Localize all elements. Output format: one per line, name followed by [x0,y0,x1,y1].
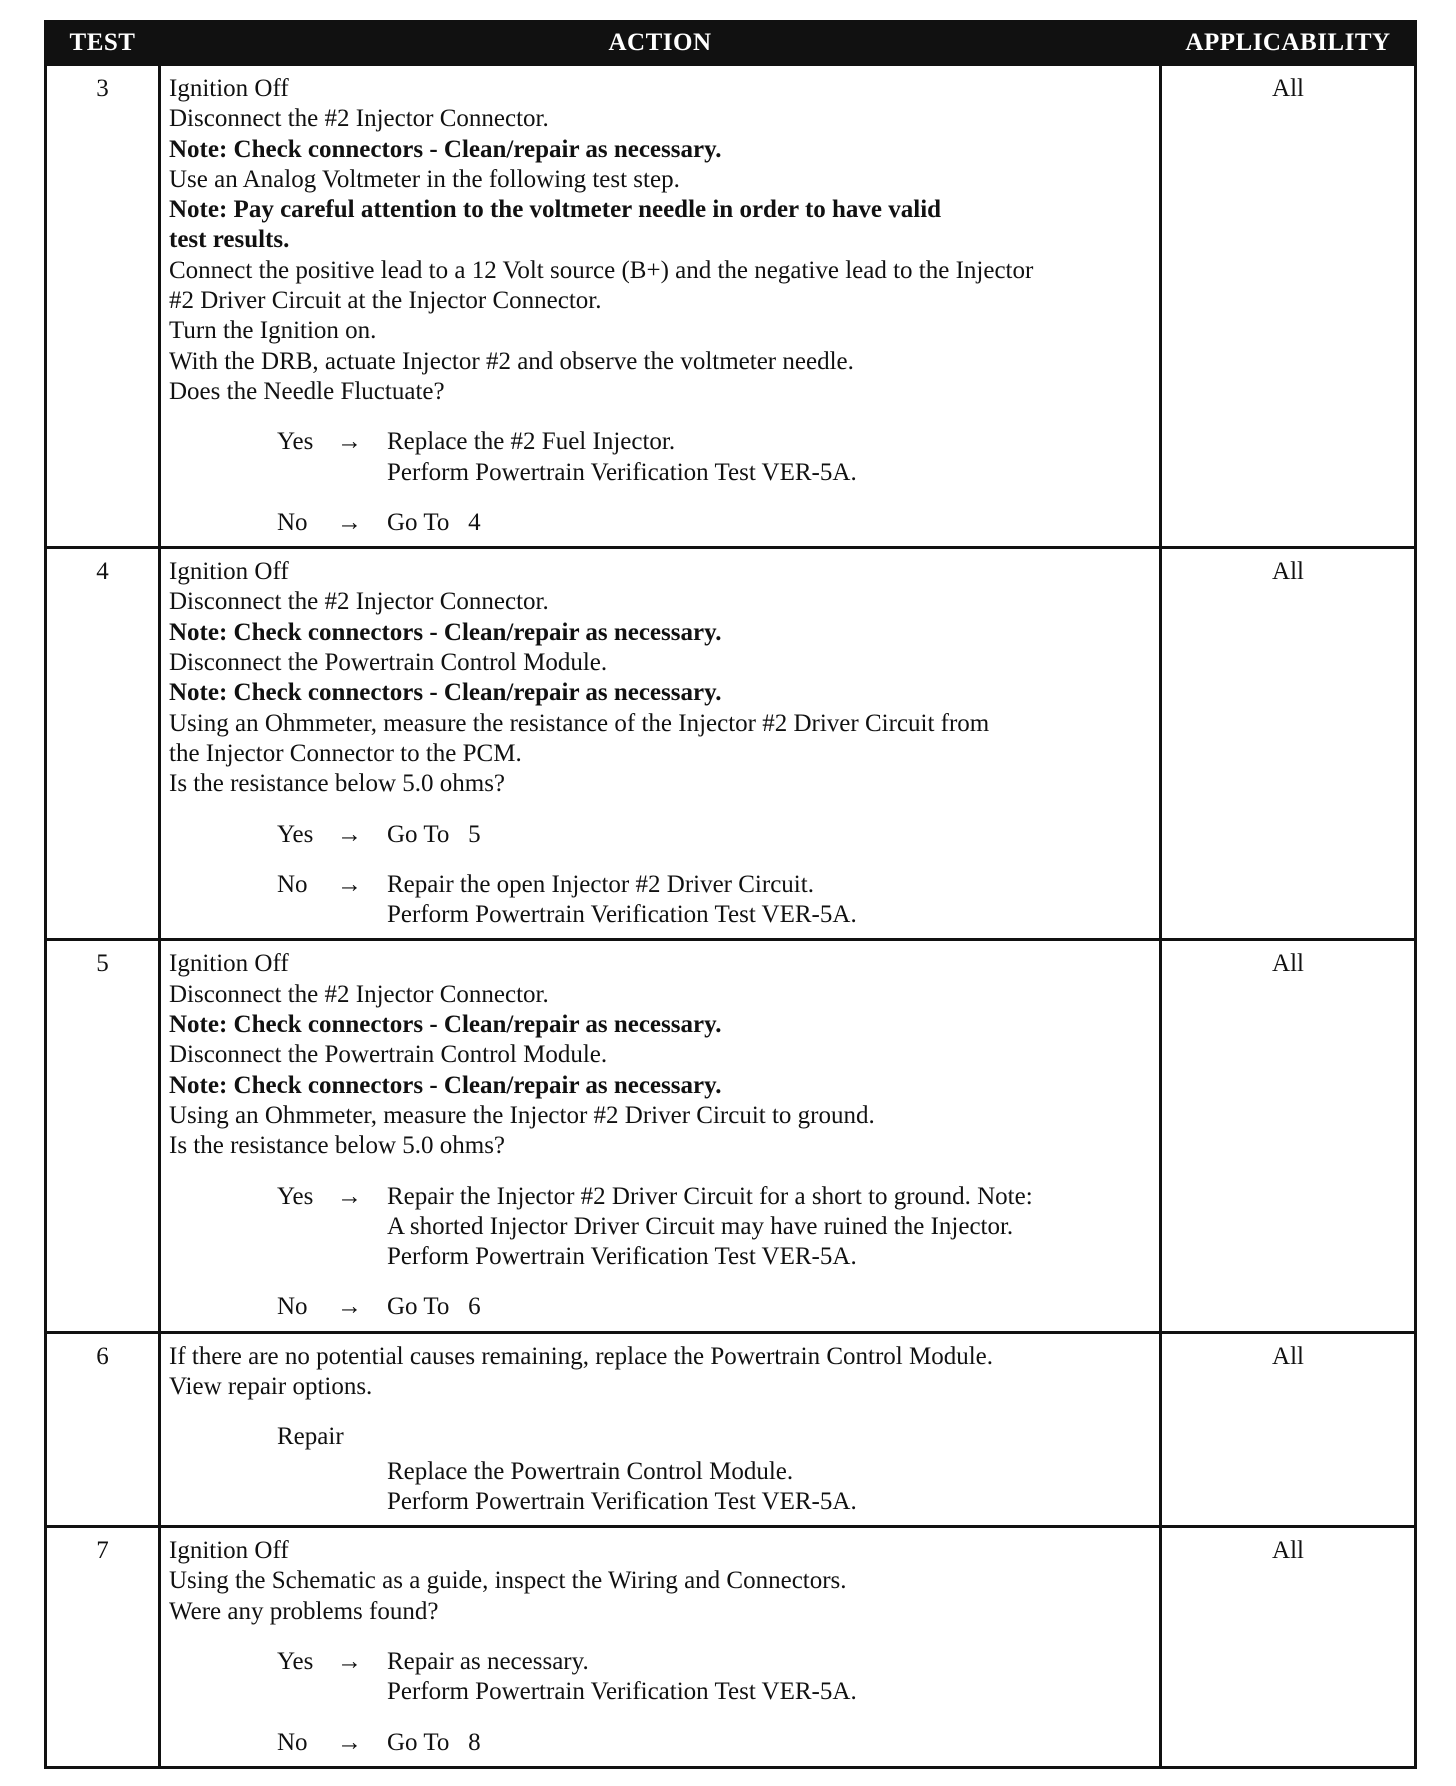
action-cell [160,1527,1161,1768]
instruction-line: Use an Analog Voltmeter in the following test step. [169,165,680,193]
repair-text-line: Perform Powertrain Verification Test VER-5A. [387,1487,857,1515]
instruction-line: If there are no potential causes remaining, replace the Powertrain Control Module. [169,1342,994,1370]
instruction-line: Using an Ohmmeter, measure the Injector #2 Driver Circuit to ground. [169,1101,875,1129]
result-text [387,870,1153,931]
table-body [46,65,1416,1768]
header-action: ACTION [160,22,1161,65]
result-branch [277,820,1153,850]
instruction-line: Ignition Off [169,950,289,978]
result-text-line: Repair the Injector #2 Driver Circuit for a short to ground. Note: [387,1182,1033,1210]
arrow-icon: → [337,508,362,536]
result-label: No [277,870,308,898]
result-text [387,1182,1153,1273]
instruction-line: Disconnect the Powertrain Control Module. [169,1041,608,1069]
instruction-line: Is the resistance below 5.0 ohms? [169,1132,506,1160]
instruction-line: Disconnect the Powertrain Control Module. [169,649,608,677]
instruction-line: Does the Needle Fluctuate? [169,377,445,405]
instruction-line: Disconnect the #2 Injector Connector. [169,980,549,1008]
diagnostic-table [44,20,1417,1769]
instruction-line: Using an Ohmmeter, measure the resistance of the Injector #2 Driver Circuit from [169,709,990,737]
instruction-line: With the DRB, actuate Injector #2 and observe the voltmeter needle. [169,347,854,375]
header-applicability: APPLICABILITY [1161,22,1416,65]
note-line: Note: Check connectors - Clean/repair as necessary. [169,1071,722,1099]
action-cell [160,65,1161,548]
result-text-line: Perform Powertrain Verification Test VER-5A. [387,1243,857,1271]
action-cell [160,1332,1161,1526]
result-label: Yes [277,428,314,456]
result-text [387,1647,1153,1708]
result-text-line: Go To 6 [387,1293,481,1321]
instruction-line: Disconnect the #2 Injector Connector. [169,588,549,616]
repair-text [387,1457,1153,1518]
result-text [387,820,1153,850]
instruction-line: Ignition Off [169,558,289,586]
result-branch [277,1647,1153,1708]
table-row [46,65,1416,548]
applicability-value: All [1161,65,1416,548]
result-branch [277,1182,1153,1273]
result-text-line: Perform Powertrain Verification Test VER-5A. [387,458,857,486]
table-row [46,1332,1416,1526]
result-label: No [277,1728,308,1756]
arrow-icon: → [337,428,362,456]
arrow-icon: → [337,1293,362,1321]
test-number: 3 [46,65,160,548]
result-text-line: Replace the #2 Fuel Injector. [387,428,676,456]
result-text [387,1292,1153,1322]
note-line: Note: Check connectors - Clean/repair as necessary. [169,135,722,163]
instruction-line: the Injector Connector to the PCM. [169,739,522,767]
table-header-row [46,22,1416,65]
result-text-line: A shorted Injector Driver Circuit may have ruined the Injector. [387,1212,1014,1240]
result-text [387,1728,1153,1758]
instruction-line: Is the resistance below 5.0 ohms? [169,770,506,798]
result-branch [277,1292,1153,1322]
note-line: test results. [169,226,290,254]
result-text-line: Go To 8 [387,1728,481,1756]
arrow-icon: → [337,1648,362,1676]
result-branch [277,870,1153,931]
result-label: Yes [277,820,314,848]
instruction-line: Connect the positive lead to a 12 Volt source (B+) and the negative lead to the Injector [169,256,1034,284]
result-text [387,508,1153,538]
header-test: TEST [46,22,160,65]
result-text-line: Go To 4 [387,508,481,536]
applicability-value: All [1161,940,1416,1332]
applicability-value: All [1161,1527,1416,1768]
result-text [387,427,1153,488]
note-line: Note: Pay careful attention to the voltmeter needle in order to have valid [169,196,942,224]
result-text-line: Repair as necessary. [387,1648,589,1676]
applicability-value: All [1161,548,1416,940]
instruction-line: #2 Driver Circuit at the Injector Connector. [169,287,602,315]
note-line: Note: Check connectors - Clean/repair as necessary. [169,679,722,707]
instruction-line: Disconnect the #2 Injector Connector. [169,105,549,133]
repair-label: Repair [277,1423,344,1451]
test-number: 5 [46,940,160,1332]
test-number: 4 [46,548,160,940]
result-branch [277,1728,1153,1758]
table-row [46,548,1416,940]
table-row [46,940,1416,1332]
result-label: No [277,508,308,536]
table-row [46,1527,1416,1768]
result-label: Yes [277,1648,314,1676]
result-text-line: Perform Powertrain Verification Test VER-5A. [387,1678,857,1706]
result-text-line: Repair the open Injector #2 Driver Circuit. [387,870,814,898]
note-line: Note: Check connectors - Clean/repair as necessary. [169,618,722,646]
result-text-line: Go To 5 [387,820,481,848]
action-cell [160,940,1161,1332]
test-number: 7 [46,1527,160,1768]
result-label: Yes [277,1182,314,1210]
result-branch [277,427,1153,488]
instruction-line: Using the Schematic as a guide, inspect the Wiring and Connectors. [169,1567,847,1595]
applicability-value: All [1161,1332,1416,1526]
repair-block [277,1422,1153,1517]
arrow-icon: → [337,1182,362,1210]
instruction-line: View repair options. [169,1372,373,1400]
result-branch [277,508,1153,538]
instruction-line: Turn the Ignition on. [169,317,377,345]
instruction-line: Ignition Off [169,1537,289,1565]
test-number: 6 [46,1332,160,1526]
note-line: Note: Check connectors - Clean/repair as necessary. [169,1011,722,1039]
instruction-line: Were any problems found? [169,1597,439,1625]
result-label: No [277,1293,308,1321]
instruction-line: Ignition Off [169,75,289,102]
arrow-icon: → [337,1728,362,1756]
diagnostic-table-container [44,20,1414,1769]
arrow-icon: → [337,820,362,848]
arrow-icon: → [337,870,362,898]
action-cell [160,548,1161,940]
repair-text-line: Replace the Powertrain Control Module. [387,1457,794,1485]
result-text-line: Perform Powertrain Verification Test VER-5A. [387,901,857,929]
